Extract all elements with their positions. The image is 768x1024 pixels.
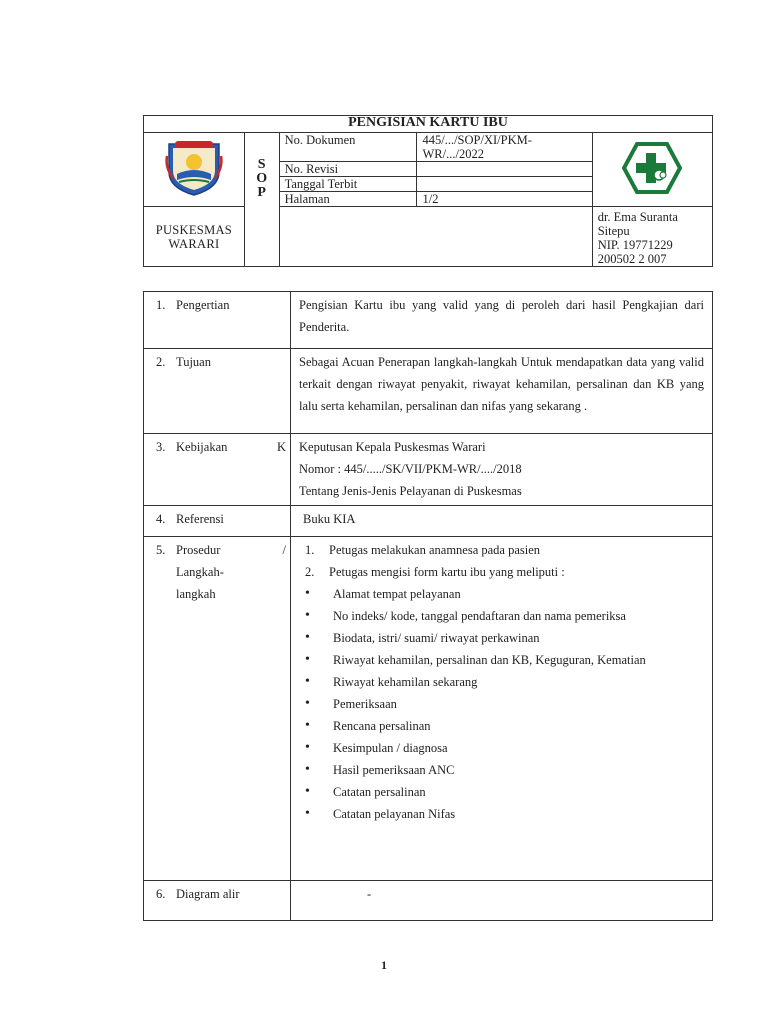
signer-nip-line1: NIP. 19771229 xyxy=(597,238,673,252)
section-row-prosedur xyxy=(144,537,713,881)
org-name-line1: PUSKESMAS xyxy=(155,222,233,237)
sop-header-table xyxy=(143,115,713,267)
puskesmas-logo-icon xyxy=(622,142,682,194)
section-title: Tujuan xyxy=(176,355,211,369)
section-row-kebijakan xyxy=(144,434,713,506)
section-row-referensi xyxy=(144,506,713,537)
section-number: 6. xyxy=(156,887,166,901)
section-title: Diagram alir xyxy=(176,887,240,901)
policy-line: Tentang Jenis-Jenis Pelayanan di Puskesmas xyxy=(299,484,522,498)
list-item: • Catatan persalinan xyxy=(297,781,704,803)
sop-label xyxy=(244,133,279,267)
section-title: Referensi xyxy=(176,512,224,526)
puskesmas-logo-cell xyxy=(592,133,712,207)
section-number: 4. xyxy=(156,512,166,526)
section-label xyxy=(144,506,291,537)
list-item: • Rencana persalinan xyxy=(297,715,704,737)
section-label-suffix: / xyxy=(282,543,286,557)
signer-info xyxy=(592,207,712,267)
page-number: 1 xyxy=(381,958,387,972)
list-item: 2. Petugas mengisi form kartu ibu yang meliputi : xyxy=(305,565,565,579)
signer-nip-line2: 200502 2 007 xyxy=(597,252,667,266)
section-row-pengertian xyxy=(144,292,713,349)
section-text: Pengisian Kartu ibu yang valid yang di peroleh dari hasil Pengkajian dari Penderita. xyxy=(291,292,713,349)
list-item: • No indeks/ kode, tanggal pendaftaran dan nama pemeriksa xyxy=(297,605,704,627)
list-item: 1. Petugas melakukan anamnesa pada pasien xyxy=(305,543,541,557)
procedure-steps xyxy=(291,537,713,881)
list-item: • Biodata, istri/ suami/ riwayat perkawinan xyxy=(297,627,704,649)
section-title-line2: Langkah- xyxy=(176,565,224,579)
field-value-tanggal-terbit xyxy=(417,177,592,192)
field-value-no-dokumen: 445/.../SOP/XI/PKM-WR/.../2022 xyxy=(417,133,592,162)
document-title: PENGISIAN KARTU IBU xyxy=(144,116,713,133)
policy-line: Nomor : 445/...../SK/VII/PKM-WR/..../2018 xyxy=(299,462,522,476)
list-item: • Riwayat kehamilan, persalinan dan KB, Keguguran, Kematian xyxy=(297,649,704,671)
list-item: • Catatan pelayanan Nifas xyxy=(297,803,704,825)
section-text: Buku KIA xyxy=(291,506,713,537)
list-item: • Hasil pemeriksaan ANC xyxy=(297,759,704,781)
section-number: 3. xyxy=(156,440,166,454)
section-text xyxy=(291,434,713,506)
section-label xyxy=(144,881,291,921)
section-title: Pengertian xyxy=(176,298,230,312)
sop-letter-s: S xyxy=(257,156,266,172)
field-value-no-revisi xyxy=(417,162,592,177)
field-value-halaman: 1/2 xyxy=(417,192,592,207)
signer-name-line2: Sitepu xyxy=(597,224,630,238)
section-title: Prosedur xyxy=(176,543,221,557)
sop-content-table xyxy=(143,291,713,921)
list-item: • Pemeriksaan xyxy=(297,693,704,715)
field-label-halaman: Halaman xyxy=(279,192,417,207)
section-title: Kebijakan xyxy=(176,440,228,454)
organization-name xyxy=(144,207,245,267)
section-row-diagram-alir xyxy=(144,881,713,921)
section-label xyxy=(144,434,291,506)
field-label-no-dokumen: No. Dokumen xyxy=(279,133,417,162)
section-label xyxy=(144,349,291,434)
section-number: 2. xyxy=(156,355,166,369)
org-name-line2: WARARI xyxy=(168,236,220,251)
policy-line: Keputusan Kepala Puskesmas Warari xyxy=(299,440,486,454)
section-title-line3: langkah xyxy=(176,587,216,601)
list-item: • Kesimpulan / diagnosa xyxy=(297,737,704,759)
sop-letter-o: O xyxy=(256,170,268,186)
sop-letter-p: P xyxy=(257,184,266,200)
section-label xyxy=(144,292,291,349)
empty-signature-area xyxy=(279,207,592,267)
list-item: • Alamat tempat pelayanan xyxy=(297,583,704,605)
section-number: 1. xyxy=(156,298,166,312)
section-number: 5. xyxy=(156,543,166,557)
section-text: Sebagai Acuan Penerapan langkah-langkah Untuk mendapatkan data yang valid terkait dengan riwayat penyakit, riwayat kehamilan, persalinan dan KB yang lalu serta kehamilan, persalinan dan nifas yang sekarang . xyxy=(291,349,713,434)
section-label xyxy=(144,537,291,881)
regional-logo-cell xyxy=(144,133,245,207)
field-label-no-revisi: No. Revisi xyxy=(279,162,417,177)
regional-emblem-icon xyxy=(163,138,225,198)
numbered-steps xyxy=(297,539,704,583)
section-text: - xyxy=(291,881,713,921)
form-items-list xyxy=(297,583,704,825)
field-label-tanggal-terbit: Tanggal Terbit xyxy=(279,177,417,192)
section-row-tujuan xyxy=(144,349,713,434)
signer-name-line1: dr. Ema Suranta xyxy=(597,210,678,224)
section-label-suffix: K xyxy=(276,440,286,454)
list-item: • Riwayat kehamilan sekarang xyxy=(297,671,704,693)
